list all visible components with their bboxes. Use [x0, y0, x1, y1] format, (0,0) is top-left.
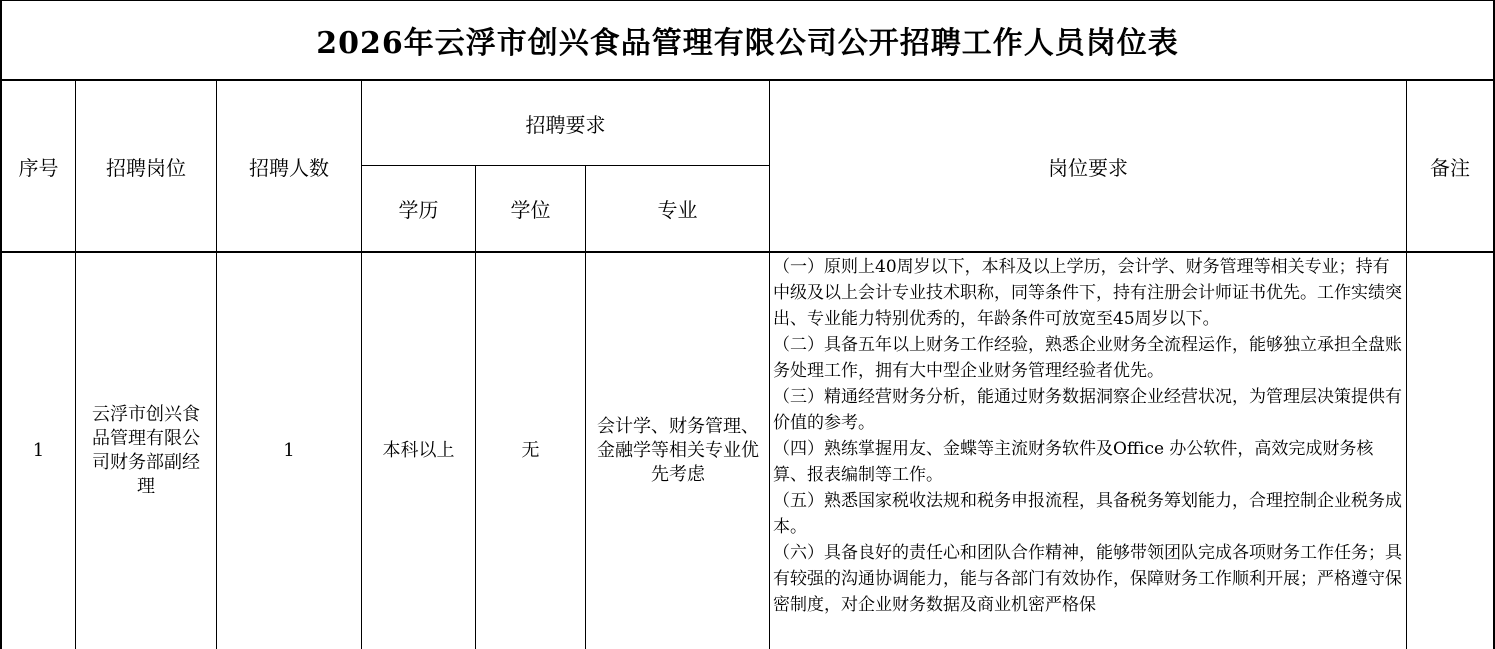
header-position: 招聘岗位	[106, 155, 186, 180]
row-education: 本科以上	[382, 440, 455, 461]
header-job-requirements: 岗位要求	[1048, 155, 1128, 180]
row-seq: 1	[32, 440, 45, 461]
header-degree: 学位	[510, 198, 551, 222]
row-position: 云浮市创兴食品管理有限公司财务部副经理	[92, 404, 200, 497]
header-major: 专业	[657, 198, 698, 222]
requirement-item-6: （六）具备良好的责任心和团队合作精神，能够带领团队完成各项财务工作任务；具有较强的沟通协调能力，能与各部门有效协作，保障财务工作顺利开展；严格遵守保密制度，对企业财务数据及商业机密严格保	[773, 543, 1402, 615]
row-job-requirements	[773, 254, 1405, 649]
row-remarks	[1407, 253, 1493, 649]
row-degree: 无	[521, 440, 540, 461]
header-seq: 序号	[18, 155, 59, 180]
header-requirements-group: 招聘要求	[525, 112, 606, 137]
table-title: 2026年云浮市创兴食品管理有限公司公开招聘工作人员岗位表	[316, 26, 1179, 61]
requirement-item-5: （五）熟悉国家税收法规和税务申报流程，具备税务筹划能力，合理控制企业税务成本。	[773, 491, 1402, 537]
row-count: 1	[283, 440, 295, 461]
header-education: 学历	[398, 198, 439, 222]
requirement-item-1: （一）原则上40周岁以下，本科及以上学历，会计学、财务管理等相关专业；持有中级及以上会计专业技术职称，同等条件下，持有注册会计师证书优先。工作实绩突出、专业能力特别优秀的，年龄条件可放宽至45周岁以下。	[773, 257, 1402, 329]
requirement-item-2: （二）具备五年以上财务工作经验，熟悉企业财务全流程运作，能够独立承担全盘账务处理工作，拥有大中型企业财务管理经验者优先。	[773, 335, 1402, 381]
requirement-item-4: （四）熟练掌握用友、金蝶等主流财务软件及Office 办公软件，高效完成财务核算、报表编制等工作。	[773, 439, 1374, 485]
row-major: 会计学、财务管理、金融学等相关专业优先考虑	[597, 416, 759, 485]
requirement-item-3: （三）精通经营财务分析，能通过财务数据洞察企业经营状况，为管理层决策提供有价值的参考。	[773, 387, 1402, 433]
header-count: 招聘人数	[249, 155, 329, 180]
header-remarks: 备注	[1430, 155, 1470, 180]
